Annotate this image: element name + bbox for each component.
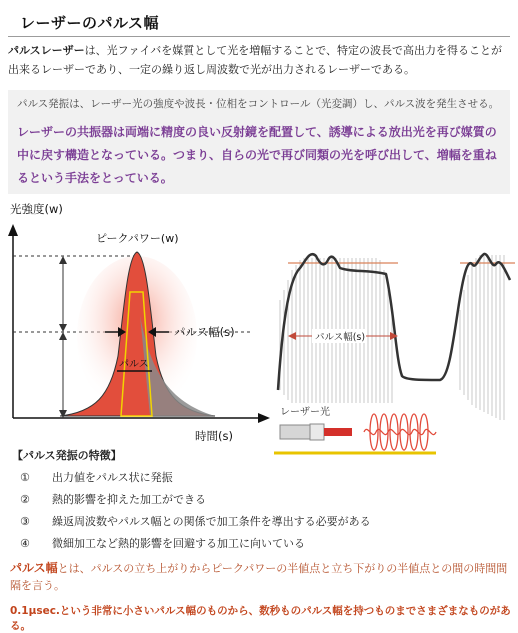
x-axis-label: 時間(s) bbox=[195, 429, 233, 443]
feature-text-3: 繰返周波数やパルス幅との関係で加工条件を導出する必要がある bbox=[52, 515, 371, 528]
feature-item-4 bbox=[20, 535, 305, 551]
peak-power-label: ピークパワー(w) bbox=[96, 232, 179, 245]
pulse-width-note: 0.1μsec.という非常に小さいパルス幅のものから、数秒ものパルス幅を持つものまでさまざまなものがある。 bbox=[10, 605, 511, 632]
feature-item-3 bbox=[20, 513, 371, 529]
resonator-lead: レーザーの共振器 bbox=[17, 125, 114, 139]
waveform-line bbox=[278, 254, 510, 390]
y-axis-label: 光強度(w) bbox=[10, 202, 63, 216]
page-title: レーザーのパルス幅 bbox=[20, 14, 160, 32]
feature-text-2: 熱的影響を抑えた加工ができる bbox=[52, 493, 206, 506]
laser-beam bbox=[324, 428, 352, 436]
pulse-width-definition bbox=[10, 560, 515, 594]
intro-paragraph bbox=[8, 41, 512, 79]
resonator-paragraph bbox=[17, 121, 507, 190]
intro-lead: パルスレーザー bbox=[8, 44, 85, 57]
pulse-label: パルス bbox=[119, 359, 149, 370]
feature-num-4: ④ bbox=[20, 537, 30, 550]
feature-item-2 bbox=[20, 491, 206, 507]
features-title: 【パルス発振の特徴】 bbox=[12, 449, 122, 462]
pulse-diagram bbox=[0, 196, 280, 446]
resonator-text: は両端に精度の良い反射鏡を配置して、誘導による放出光を再び媒質の中に戻す構造となっている。つまり、自らの光で再び同類の光を呼び出して、増幅を重ねるという手法をとっている。 bbox=[17, 125, 497, 185]
feature-num-3: ③ bbox=[20, 515, 30, 528]
waveform-width-label: パルス幅(s) bbox=[315, 332, 366, 343]
definition-lead: パルス幅 bbox=[10, 561, 58, 575]
x-axis-arrow bbox=[258, 413, 270, 423]
pulse-width-label: パルス幅(s) bbox=[174, 325, 235, 339]
feature-item-1 bbox=[20, 469, 173, 485]
feature-text-1: 出力値をパルス状に発振 bbox=[52, 471, 173, 484]
box-line1: パルス発振は、レーザー光の強度や波長・位相をコントロール（光変調）し、パルス波を発生させる。 bbox=[17, 98, 500, 110]
laser-label: レーザー光 bbox=[280, 407, 330, 418]
laser-illustration bbox=[274, 403, 440, 463]
title-divider bbox=[8, 36, 510, 37]
feature-num-2: ② bbox=[20, 493, 30, 506]
feature-text-4: 微細加工など熱的影響を回避する加工に向いている bbox=[52, 537, 305, 550]
definition-text: とは、パルスの立ち上がりからピークパワーの半値点と立ち下がりの半値点との間の時間間隔を言う。 bbox=[10, 562, 508, 592]
feature-num-1: ① bbox=[20, 471, 30, 484]
intro-text: は、光ファイバを媒質として光を増幅することで、特定の波長で高出力を得ることが出来るレーザーであり、一定の繰り返し周波数で光が出力されるレーザーである。 bbox=[8, 44, 503, 76]
y-axis-arrow bbox=[8, 224, 18, 236]
